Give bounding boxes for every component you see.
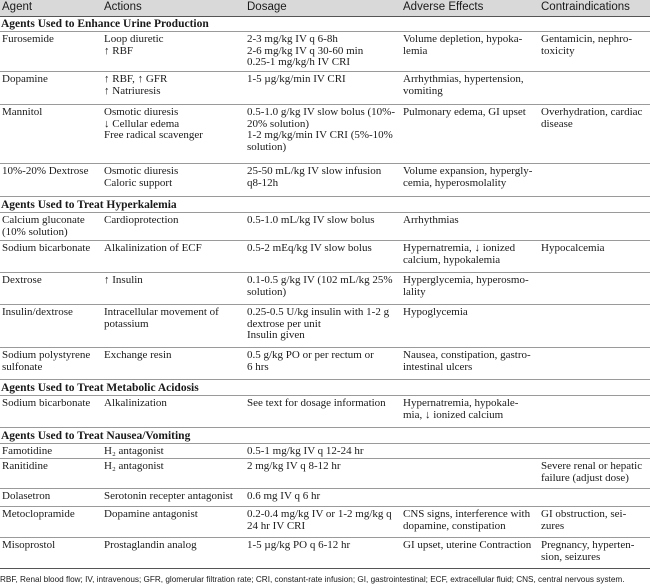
row-divider bbox=[0, 379, 650, 380]
row-divider bbox=[0, 104, 650, 105]
cell-agent: Sodium bicarbonate bbox=[2, 397, 91, 409]
row-divider bbox=[0, 458, 650, 459]
row-divider bbox=[0, 16, 650, 17]
row-divider bbox=[0, 240, 650, 241]
row-divider bbox=[0, 71, 650, 72]
cell-actions: Prostaglandin analog bbox=[104, 539, 197, 551]
cell-dosage: 0.25-0.5 U/kg insulin with 1-2 g dextrose per unit Insulin given bbox=[247, 306, 390, 342]
cell-dosage: 0.1-0.5 g/kg IV (102 mL/kg 25% solution) bbox=[247, 274, 393, 298]
section-title: Agents Used to Treat Hyperkalemia bbox=[1, 199, 177, 211]
cell-agent: Dolasetron bbox=[2, 490, 51, 502]
cell-actions: Osmotic diuresis ↓ Cellular edema Free radical scavenger bbox=[104, 106, 203, 142]
row-divider bbox=[0, 196, 650, 197]
row-divider bbox=[0, 347, 650, 348]
cell-dosage: 25-50 mL/kg IV slow infusion q8-12h bbox=[247, 165, 382, 189]
cell-contraindications: Pregnancy, hyperten- sion, seizures bbox=[541, 539, 635, 563]
cell-actions: Cardioprotection bbox=[104, 214, 179, 226]
cell-dosage: 0.5 g/kg PO or per rectum or 6 hrs bbox=[247, 349, 374, 373]
header-agent: Agent bbox=[2, 1, 33, 13]
cell-agent: Misoprostol bbox=[2, 539, 56, 551]
cell-adverse-effects: CNS signs, interference with dopamine, constipation bbox=[403, 508, 531, 532]
header-dosage: Dosage bbox=[247, 1, 287, 13]
cell-agent: Calcium gluconate (10% solution) bbox=[2, 214, 85, 238]
cell-dosage: 2 mg/kg IV q 8-12 hr bbox=[247, 460, 341, 472]
cell-dosage: 0.5-1 mg/kg IV q 12-24 hr bbox=[247, 445, 364, 457]
cell-adverse-effects: Volume expansion, hypergly- cemia, hyperosmolality bbox=[403, 165, 533, 189]
row-divider bbox=[0, 163, 650, 164]
cell-actions: Osmotic diuresis Caloric support bbox=[104, 165, 179, 189]
row-divider bbox=[0, 272, 650, 273]
cell-actions: Alkalinization bbox=[104, 397, 167, 409]
row-divider bbox=[0, 427, 650, 428]
cell-agent: Insulin/dextrose bbox=[2, 306, 73, 318]
header-actions: Actions bbox=[104, 1, 142, 13]
cell-adverse-effects: Hypernatremia, hypokale- mia, ↓ ionized calcium bbox=[403, 397, 519, 421]
row-divider bbox=[0, 304, 650, 305]
cell-dosage: See text for dosage information bbox=[247, 397, 386, 409]
cell-agent: Sodium bicarbonate bbox=[2, 242, 91, 254]
cell-actions: Serotonin recepter antagonist bbox=[104, 490, 233, 502]
section-title: Agents Used to Treat Metabolic Acidosis bbox=[1, 382, 199, 394]
cell-contraindications: Hypocalcemia bbox=[541, 242, 605, 254]
cell-dosage: 0.5-1.0 mL/kg IV slow bolus bbox=[247, 214, 375, 226]
cell-adverse-effects: Hypernatremia, ↓ ionized calcium, hypokalemia bbox=[403, 242, 516, 266]
cell-contraindications: Overhydration, cardiac disease bbox=[541, 106, 643, 130]
row-divider bbox=[0, 395, 650, 396]
cell-adverse-effects: Volume depletion, hypoka- lemia bbox=[403, 33, 523, 57]
cell-agent: Dopamine bbox=[2, 73, 48, 85]
table-header-row bbox=[0, 0, 650, 16]
cell-dosage: 0.2-0.4 mg/kg IV or 1-2 mg/kg q 24 hr IV CRI bbox=[247, 508, 392, 532]
cell-adverse-effects: Hyperglycemia, hyperosmo- lality bbox=[403, 274, 529, 298]
cell-contraindications: Severe renal or hepatic failure (adjust dose) bbox=[541, 460, 643, 484]
cell-actions: Alkalinization of ECF bbox=[104, 242, 202, 254]
header-adverse-effects: Adverse Effects bbox=[403, 1, 484, 13]
cell-actions: ↑ RBF, ↑ GFR ↑ Natriuresis bbox=[104, 73, 168, 97]
row-divider bbox=[0, 537, 650, 538]
row-divider bbox=[0, 488, 650, 489]
cell-contraindications: GI obstruction, sei- zures bbox=[541, 508, 627, 532]
footnote: RBF, Renal blood flow; IV, intravenous; GFR, glomerular filtration rate; CRI, constant-rate infusion; GI, gastrointestinal; ECF, extracellular fluid; CNS, central nervous system. bbox=[0, 575, 625, 584]
cell-actions: Exchange resin bbox=[104, 349, 172, 361]
cell-dosage: 0.5-2 mEq/kg IV slow bolus bbox=[247, 242, 372, 254]
cell-actions: Dopamine antagonist bbox=[104, 508, 198, 520]
cell-contraindications: Gentamicin, nephro- toxicity bbox=[541, 33, 633, 57]
cell-agent: Sodium polystyrene sulfonate bbox=[2, 349, 91, 373]
cell-actions: H₂ antagonist bbox=[104, 445, 164, 457]
cell-agent: Mannitol bbox=[2, 106, 43, 118]
cell-actions: Intracellular movement of potassium bbox=[104, 306, 219, 330]
cell-actions: Loop diuretic ↑ RBF bbox=[104, 33, 164, 57]
row-divider bbox=[0, 568, 650, 569]
row-divider bbox=[0, 212, 650, 213]
cell-dosage: 2-3 mg/kg IV q 6-8h 2-6 mg/kg IV q 30-60 min 0.25-1 mg/kg/h IV CRI bbox=[247, 33, 364, 69]
section-title: Agents Used to Enhance Urine Production bbox=[1, 18, 209, 30]
cell-adverse-effects: Arrhythmias bbox=[403, 214, 459, 226]
cell-agent: Furosemide bbox=[2, 33, 54, 45]
cell-adverse-effects: GI upset, uterine Contraction bbox=[403, 539, 532, 551]
cell-dosage: 0.6 mg IV q 6 hr bbox=[247, 490, 321, 502]
row-divider bbox=[0, 443, 650, 444]
cell-actions: H₂ antagonist bbox=[104, 460, 164, 472]
cell-adverse-effects: Hypoglycemia bbox=[403, 306, 468, 318]
cell-adverse-effects: Pulmonary edema, GI upset bbox=[403, 106, 526, 118]
cell-agent: 10%-20% Dextrose bbox=[2, 165, 89, 177]
cell-agent: Dextrose bbox=[2, 274, 42, 286]
header-contraindications: Contraindications bbox=[541, 1, 630, 13]
cell-dosage: 1-5 µg/kg/min IV CRI bbox=[247, 73, 346, 85]
cell-adverse-effects: Arrhythmias, hypertension, vomiting bbox=[403, 73, 524, 97]
row-divider bbox=[0, 31, 650, 32]
cell-agent: Metoclopramide bbox=[2, 508, 75, 520]
cell-actions: ↑ Insulin bbox=[104, 274, 143, 286]
section-title: Agents Used to Treat Nausea/Vomiting bbox=[1, 430, 191, 442]
cell-dosage: 1-5 µg/kg PO q 6-12 hr bbox=[247, 539, 351, 551]
cell-agent: Ranitidine bbox=[2, 460, 48, 472]
row-divider bbox=[0, 506, 650, 507]
cell-dosage: 0.5-1.0 g/kg IV slow bolus (10%- 20% solution) 1-2 mg/kg/min IV CRI (5%-10% solution) bbox=[247, 106, 395, 153]
cell-adverse-effects: Nausea, constipation, gastro- intestinal ulcers bbox=[403, 349, 531, 373]
cell-agent: Famotidine bbox=[2, 445, 53, 457]
